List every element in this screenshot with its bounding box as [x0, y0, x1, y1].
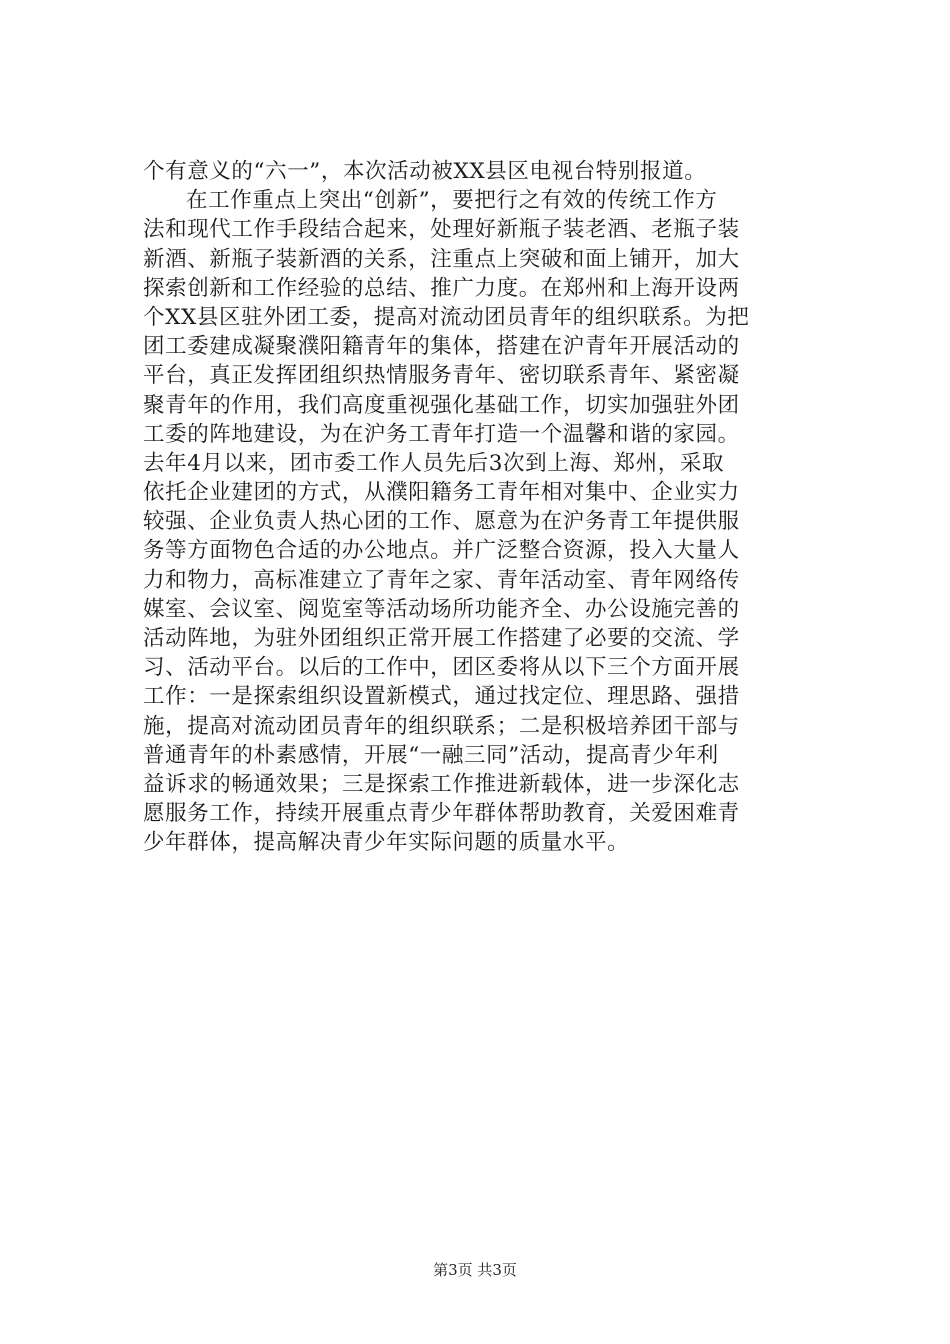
- text-line: 媒室、会议室、阅览室等活动场所功能齐全、办公设施完善的: [143, 596, 740, 622]
- text-line: 益诉求的畅通效果；三是探索工作推进新载体，进一步深化志: [143, 771, 740, 797]
- text-line: 依托企业建团的方式，从濮阳籍务工青年相对集中、企业实力: [143, 480, 740, 506]
- text-line: 普通青年的朴素感情，开展“一融三同”活动，提高青少年利: [143, 742, 719, 768]
- text-line: 聚青年的作用，我们高度重视强化基础工作，切实加强驻外团: [143, 392, 740, 418]
- text-line: 习、活动平台。以后的工作中，团区委将从以下三个方面开展: [143, 655, 740, 681]
- text-line: 活动阵地，为驻外团组织正常开展工作搭建了必要的交流、学: [143, 626, 740, 651]
- text-line: 去年4月以来，团市委工作人员先后3次到上海、郑州，采取: [143, 450, 725, 476]
- page-number: 第3页 共3页: [433, 1261, 517, 1279]
- body-text: [143, 157, 813, 858]
- text-line: 施，提高对流动团员青年的组织联系；二是积极培养团干部与: [143, 713, 740, 739]
- text-line: 探索创新和工作经验的总结、推广力度。在郑州和上海开设两: [143, 275, 740, 301]
- page-footer: [0, 1260, 950, 1280]
- text-line: 务等方面物色合适的办公地点。并广泛整合资源，投入大量人: [143, 538, 740, 564]
- text-line: 个XX县区驻外团工委，提高对流动团员青年的组织联系。为把: [143, 304, 750, 330]
- text-line: 法和现代工作手段结合起来，处理好新瓶子装老酒、老瓶子装: [143, 217, 740, 243]
- text-line: 团工委建成凝聚濮阳籍青年的集体，搭建在沪青年开展活动的: [143, 334, 740, 360]
- text-line: 力和物力，高标准建立了青年之家、青年活动室、青年网络传: [143, 567, 740, 593]
- text-line: 较强、企业负责人热心团的工作、愿意为在沪务青工年提供服: [143, 509, 740, 535]
- text-line: 工作：一是探索组织设置新模式，通过找定位、理思路、强措: [143, 684, 740, 710]
- text-line: 个有意义的“六一”，本次活动被XX县区电视台特别报道。: [143, 159, 707, 184]
- text-line: 少年群体，提高解决青少年实际问题的质量水平。: [143, 830, 630, 856]
- text-line: 工委的阵地建设，为在沪务工青年打造一个温馨和谐的家园。: [143, 421, 740, 447]
- paragraph-first-line: 在工作重点上突出“创新”，要把行之有效的传统工作方: [186, 188, 718, 214]
- text-line: 平台，真正发挥团组织热情服务青年、密切联系青年、紧密凝: [143, 363, 740, 389]
- text-line: 新酒、新瓶子装新酒的关系，注重点上突破和面上铺开，加大: [143, 246, 740, 272]
- text-line: 愿服务工作，持续开展重点青少年群体帮助教育，关爱困难青: [143, 801, 740, 827]
